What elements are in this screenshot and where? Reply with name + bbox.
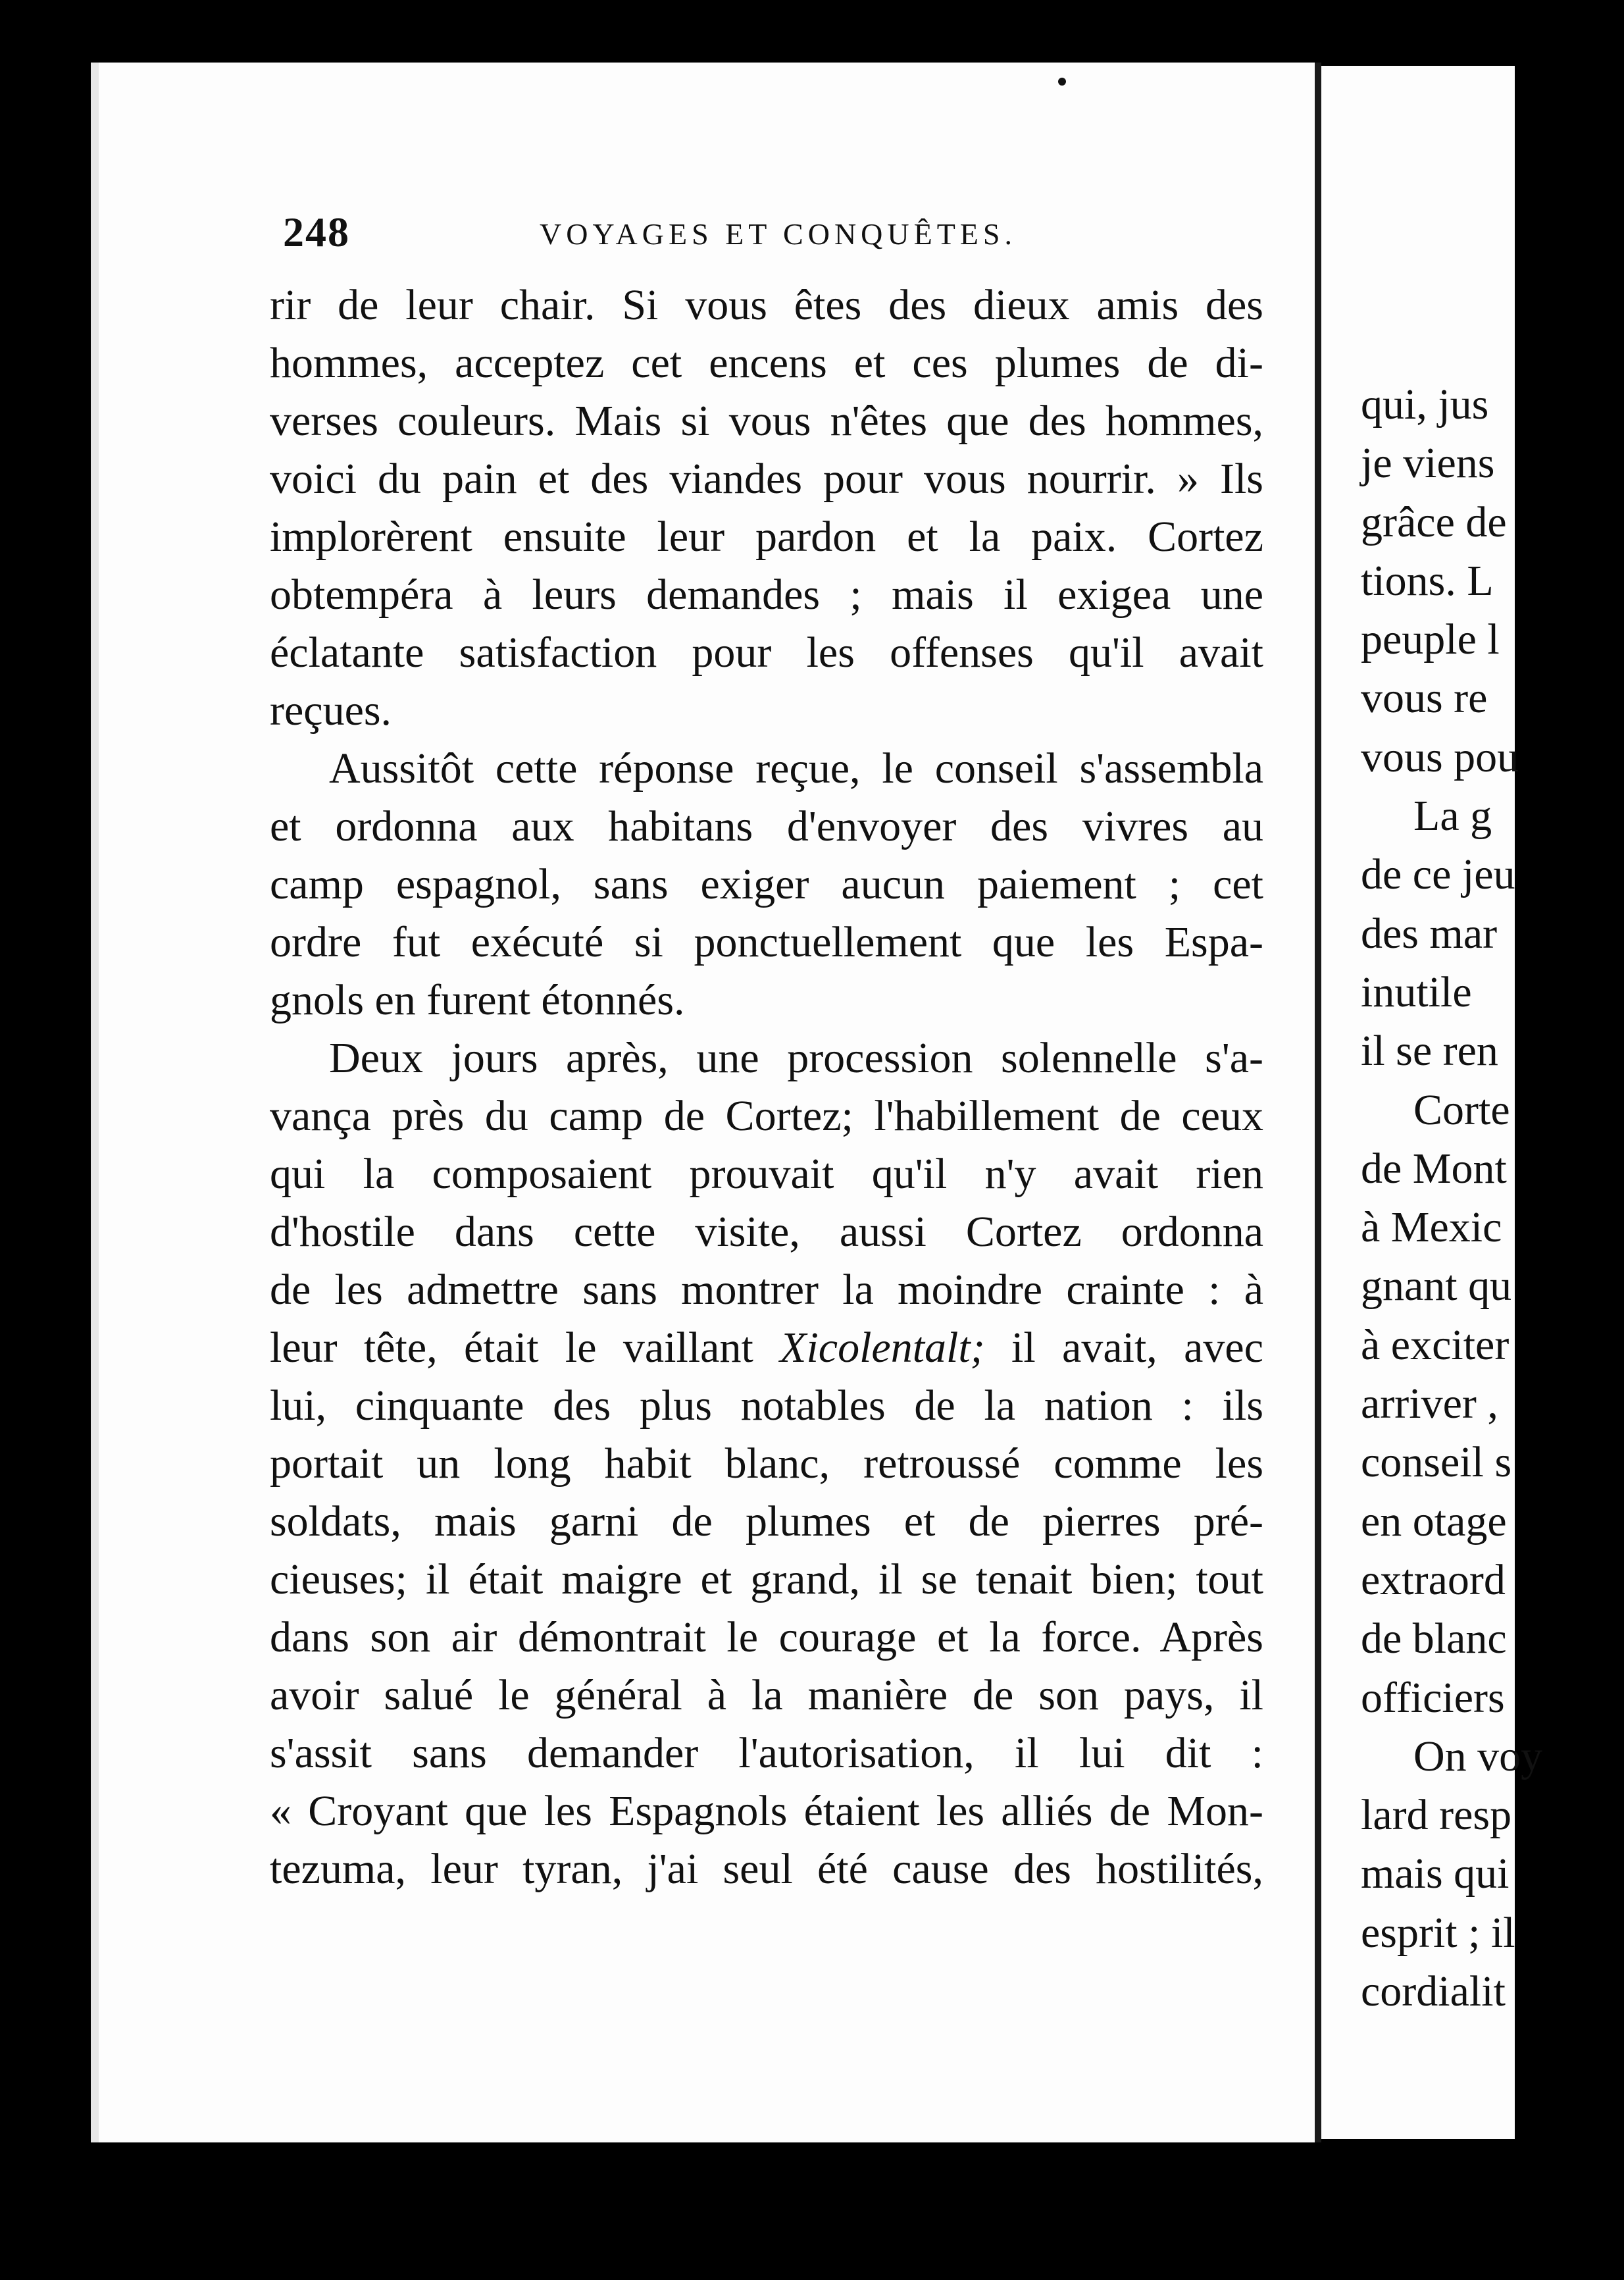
text-line: avoir salué le général à la manière de son pays, il — [270, 1671, 1263, 1719]
text-line: implorèrent ensuite leur pardon et la paix. Cortez — [270, 513, 1263, 561]
text-line: de Mont — [1361, 1144, 1507, 1193]
text-line: qui la composaient prouvait qu'il n'y avait rien — [270, 1150, 1263, 1198]
text-line: voici du pain et des viandes pour vous nourrir. » Ils — [270, 455, 1263, 503]
text-line: tions. L — [1361, 556, 1494, 605]
running-title: VOYAGES ET CONQUÊTES. — [540, 217, 1017, 251]
proper-name: Xicolentalt; — [780, 1324, 985, 1372]
text-line: peuple l — [1361, 615, 1500, 664]
text-line: qui, jus — [1361, 380, 1489, 428]
text-line: gnant qu — [1361, 1262, 1512, 1310]
text-line: hommes, acceptez cet encens et ces plumes de di- — [270, 339, 1263, 387]
text-line: de blanc — [1361, 1615, 1507, 1663]
text-line: « Croyant que les Espagnols étaient les alliés de Mon- — [270, 1787, 1263, 1835]
text-line: dans son air démontrait le courage et la force. Après — [270, 1613, 1263, 1661]
text-line: Deux jours après, une procession solennelle s'a- — [329, 1034, 1263, 1082]
text-line: en otage — [1361, 1497, 1507, 1545]
text-line: reçues. — [270, 687, 392, 735]
page-number: 248 — [283, 209, 350, 255]
text-line: conseil s — [1361, 1438, 1512, 1487]
text-line: Corte — [1413, 1085, 1510, 1134]
text-line: obtempéra à leurs demandes ; mais il exigea une — [270, 571, 1263, 619]
text-line: officiers — [1361, 1673, 1505, 1722]
text-line: mais qui — [1361, 1850, 1510, 1898]
text-line: esprit ; il — [1361, 1908, 1515, 1957]
text-line: vous pou — [1361, 733, 1519, 781]
text-line: camp espagnol, sans exiger aucun paiement ; cet — [270, 860, 1263, 908]
text-line: il se ren — [1361, 1027, 1498, 1075]
right-page — [1321, 66, 1543, 2139]
text-line: extraord — [1361, 1555, 1506, 1604]
text-line: La g — [1413, 792, 1492, 841]
text-line: de ce jeu — [1361, 850, 1515, 899]
text-line: cieuses; il était maigre et grand, il se tenait bien; tout — [270, 1555, 1263, 1603]
text-segment: leur tête, était le vaillant — [270, 1324, 753, 1372]
ink-spot — [1058, 78, 1066, 86]
text-line: à Mexic — [1361, 1203, 1502, 1252]
text-line: des mar — [1361, 909, 1498, 958]
text-line: éclatante satisfaction pour les offenses qu'il avait — [270, 629, 1263, 677]
text-line: tezuma, leur tyran, j'ai seul été cause des hostilités, — [270, 1845, 1263, 1893]
text-line: arriver , — [1361, 1380, 1498, 1428]
text-line: et ordonna aux habitans d'envoyer des vivres au — [270, 802, 1263, 850]
text-line: ordre fut exécuté si ponctuellement que les Espa- — [270, 918, 1263, 966]
text-line: je viens — [1361, 439, 1495, 488]
text-segment: il avait, avec — [1011, 1324, 1264, 1372]
text-line: lard resp — [1361, 1791, 1512, 1840]
text-line: de les admettre sans montrer la moindre crainte : à — [270, 1266, 1263, 1314]
text-line: s'assit sans demander l'autorisation, il lui dit : — [270, 1729, 1263, 1777]
page-gutter — [1315, 63, 1321, 2142]
body-text — [270, 276, 1263, 1898]
text-line: soldats, mais garni de plumes et de pierres pré- — [270, 1497, 1263, 1545]
text-line: lui, cinquante des plus notables de la nation : ils — [270, 1382, 1263, 1430]
text-line: grâce de — [1361, 498, 1507, 546]
text-line: cordialit — [1361, 1967, 1506, 2016]
text-line: Aussitôt cette réponse reçue, le conseil s'assembla — [329, 744, 1263, 792]
text-line-mixed — [270, 1319, 1263, 1377]
text-line: On voy — [1413, 1732, 1543, 1780]
text-line: vança près du camp de Cortez; l'habillement de ceux — [270, 1092, 1263, 1140]
text-line: rir de leur chair. Si vous êtes des dieux amis des — [270, 281, 1263, 329]
text-line: verses couleurs. Mais si vous n'êtes que des hommes, — [270, 397, 1263, 445]
text-line: d'hostile dans cette visite, aussi Cortez ordonna — [270, 1208, 1263, 1256]
text-line: inutile — [1361, 968, 1472, 1016]
right-page-text — [1361, 375, 1624, 2021]
text-line: vous re — [1361, 674, 1488, 723]
text-line: à exciter — [1361, 1320, 1510, 1369]
text-line: portait un long habit blanc, retroussé comme les — [270, 1439, 1263, 1488]
running-head — [283, 203, 1257, 262]
text-line: gnols en furent étonnés. — [270, 976, 685, 1024]
